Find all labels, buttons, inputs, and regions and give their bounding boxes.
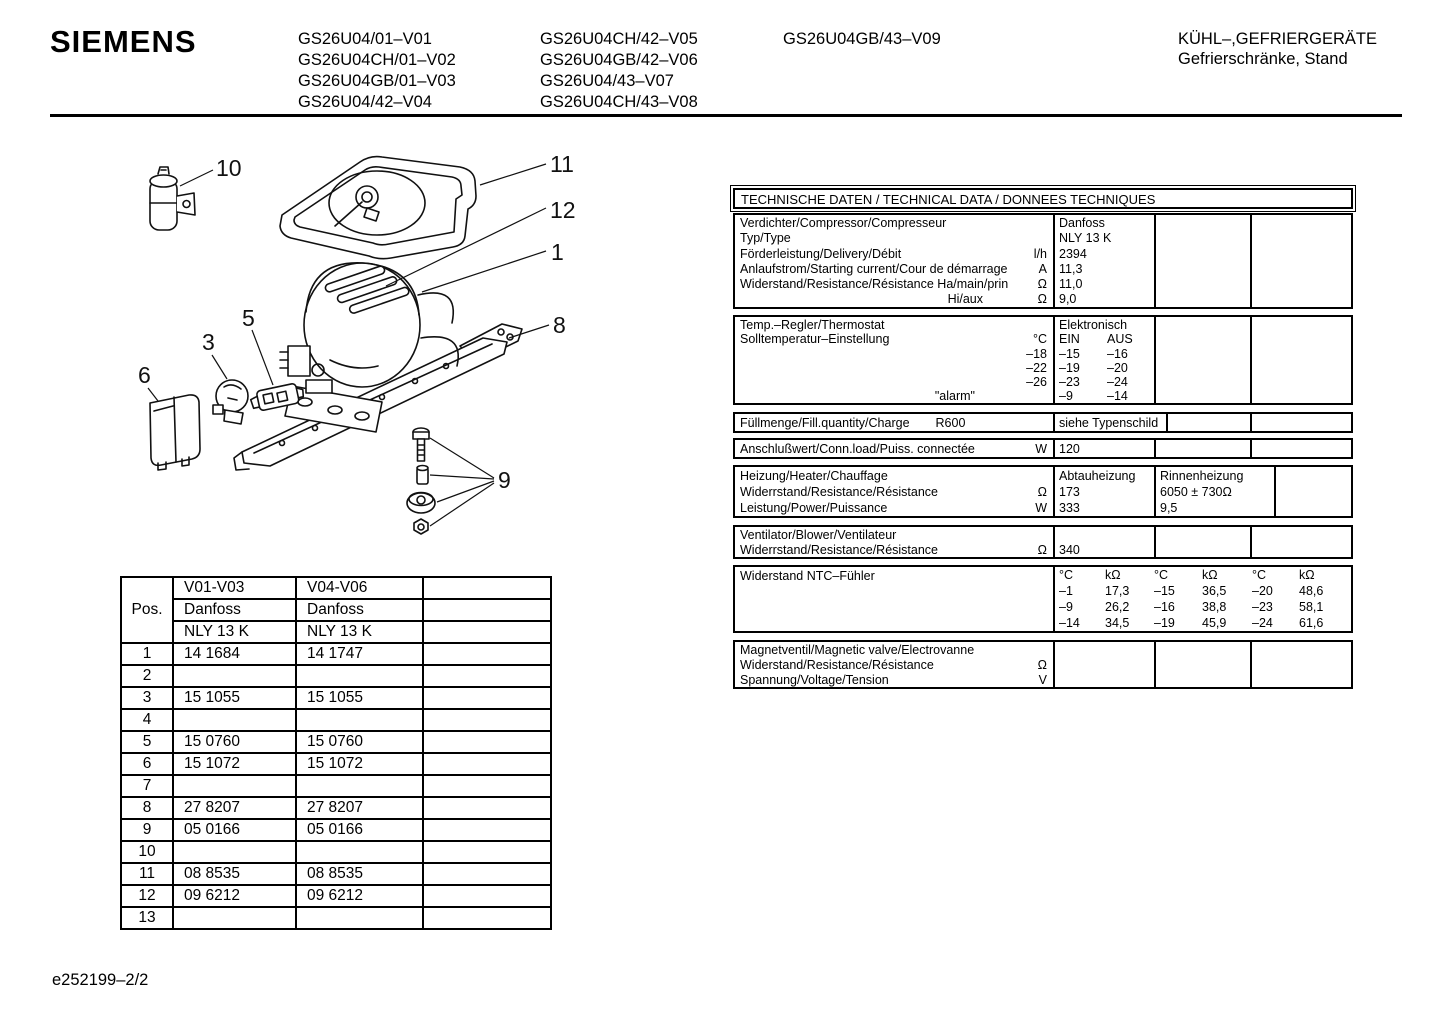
tech-label: Widerstand/Resistance/Résistance Ha/main/prin [740, 277, 1009, 292]
tech-value: NLY 13 K [1059, 231, 1112, 246]
model-number: GS26U04/43–V07 [540, 72, 674, 90]
parts-header-type-row [121, 621, 551, 643]
tech-label: Spannung/Voltage/Tension [740, 673, 889, 687]
category-line: Gefrierschränke, Stand [1178, 50, 1348, 68]
model-number: GS26U04CH/43–V08 [540, 93, 698, 111]
parts-table [120, 576, 552, 930]
tech-unit [1013, 216, 1047, 231]
parts-row: 7 [121, 775, 551, 797]
tech-label: Füllmenge/Fill.quantity/Charge [740, 416, 910, 430]
callout-9: 9 [498, 467, 511, 493]
tech-value: 2394 [1059, 246, 1087, 261]
tech-label: Magnetventil/Magnetic valve/Electrovanne [740, 643, 975, 657]
callout-line-9c [437, 481, 494, 502]
tech-value: 11,0 [1059, 277, 1083, 292]
parts-row: 2 [121, 665, 551, 687]
part-11-condensation-tray [280, 157, 476, 259]
header-divider [50, 114, 1402, 117]
col-ein: EIN [1059, 332, 1080, 347]
channel-heater-title: Rinnenheizung [1160, 469, 1244, 483]
callout-10: 10 [216, 155, 242, 181]
tech-label: Typ/Type [740, 231, 791, 246]
setpoint: –22 [1026, 360, 1047, 375]
refrigerant-type: R600 [935, 416, 966, 430]
tech-section-valve: Magnetventil/Magnetic valve/Electrovanne Widerstand/Resistance/Résistance Ω Spannung/Voltage/Tension V [733, 640, 1353, 689]
tech-value: siehe Typenschild [1059, 416, 1159, 430]
tech-unit: Ω [1037, 543, 1047, 557]
brand-header: Danfoss [173, 599, 296, 621]
parts-row: 9 05 0166 05 0166 [121, 819, 551, 841]
thermostat-mode: Elektronisch [1059, 318, 1128, 332]
parts-header-variant-row [121, 577, 551, 599]
tech-label: Anlaufstrom/Starting current/Cour de démarrage [740, 261, 1008, 276]
tech-section-connection [733, 438, 1353, 459]
model-number: GS26U04/01–V01 [298, 30, 432, 48]
parts-row: 8 27 8207 27 8207 [121, 797, 551, 819]
part-9-fasteners [407, 428, 435, 534]
callout-line-11 [480, 164, 546, 185]
tech-unit: °C [1032, 332, 1047, 347]
model-number: GS26U04GB/42–V06 [540, 51, 698, 69]
tech-label: Anschlußwert/Conn.load/Puiss. connectée [740, 442, 975, 456]
parts-row: 10 [121, 841, 551, 863]
tech-section-fan [733, 525, 1353, 559]
model-list-col1 [298, 29, 456, 113]
brand-header: Danfoss [296, 599, 423, 621]
parts-row: 12 09 6212 09 6212 [121, 885, 551, 907]
tech-section-ntc: Widerstand NTC–Fühler °C kΩ °C kΩ °C kΩ –1 17,3 –15 36,5 –20 48,6 –9 26,2 –16 38,8 –23 58,1 –14 34,5 –19 45,9 –24 61,6 [733, 565, 1353, 633]
type-header: NLY 13 K [173, 621, 296, 643]
tech-unit: A [1038, 261, 1047, 276]
tech-section-compressor [733, 213, 1353, 309]
callout-11: 11 [550, 151, 574, 177]
part-10-drier-filter [150, 167, 195, 230]
callout-line-1 [422, 251, 546, 292]
tech-label: Widerrstand/Resistance/Résistance [740, 543, 938, 557]
parts-row: 6 15 1072 15 1072 [121, 753, 551, 775]
callout-8: 8 [553, 312, 566, 338]
technical-data-table [733, 188, 1353, 689]
tech-label: Förderleistung/Delivery/Débit [740, 246, 902, 261]
setpoint: –18 [1026, 346, 1047, 361]
tech-value: 340 [1059, 543, 1080, 557]
tech-label: Leistung/Power/Puissance [740, 501, 888, 516]
exploded-diagram [130, 140, 610, 570]
callout-12: 12 [550, 197, 576, 223]
pos-column-header: Pos. [121, 577, 173, 643]
tech-value: 120 [1059, 442, 1080, 456]
tech-label: Verdichter/Compressor/Compresseur [740, 216, 947, 230]
tech-label: Temp.–Regler/Thermostat [740, 318, 885, 332]
callout-line-5 [252, 330, 273, 385]
callout-line-10 [180, 170, 213, 186]
tech-section-thermostat: Temp.–Regler/Thermostat Solltemperatur–Einstellung °C –18 –22 –26 "alarm" Elektronisch EIN AUS –15 –16 –19 –20 –23 –24 –9 –14 [733, 315, 1353, 405]
callout-line-9b [430, 475, 494, 479]
category-title [1178, 29, 1377, 69]
tech-label: Widerrstand/Resistance/Résistance [740, 485, 938, 500]
tech-label: Ventilator/Blower/Ventilateur [740, 528, 897, 542]
alarm-label: "alarm" [934, 389, 975, 404]
parts-row: 13 [121, 907, 551, 929]
tech-unit: Ω [1037, 277, 1047, 292]
model-number: GS26U04CH/01–V02 [298, 51, 456, 69]
brand-logo: SIEMENS [50, 24, 197, 59]
model-number: GS26U04GB/43–V09 [783, 30, 941, 48]
type-header: NLY 13 K [296, 621, 423, 643]
part-6-relay-cover [150, 395, 200, 470]
tech-label: Widerstand/Resistance/Résistance [740, 658, 934, 672]
col-aus: AUS [1107, 332, 1133, 347]
variant-header: V01-V03 [173, 577, 296, 599]
parts-row: 3 15 1055 15 1055 [121, 687, 551, 709]
setpoint: –26 [1026, 375, 1047, 390]
parts-row: 11 08 8535 08 8535 [121, 863, 551, 885]
document-number: e252199–2/2 [52, 971, 149, 989]
model-list-col2 [540, 29, 698, 113]
tech-unit [1013, 231, 1047, 246]
tech-value: Danfoss [1059, 216, 1105, 230]
parts-row: 4 [121, 709, 551, 731]
tech-title: TECHNISCHE DATEN / TECHNICAL DATA / DONNEES TECHNIQUES [733, 188, 1353, 209]
part-3-starter-relay [213, 380, 248, 424]
tech-section-fill [733, 412, 1353, 433]
callout-6: 6 [138, 362, 151, 388]
tech-unit: W [1035, 442, 1047, 456]
tech-section-heater: Heizung/Heater/Chauffage Widerrstand/Resistance/Résistance Ω Leistung/Power/Puissance W Abtauheizung 173 333 Rinnenheizung 6050 ± 730Ω 9,5 [733, 465, 1353, 518]
tech-value: 11,3 [1059, 261, 1083, 276]
callout-line-9d [430, 483, 494, 526]
model-number: GS26U04/42–V04 [298, 93, 432, 111]
category-line: KÜHL–,GEFRIERGERÄTE [1178, 30, 1377, 48]
tech-unit: Ω [1037, 292, 1047, 307]
callout-5: 5 [242, 305, 255, 331]
tech-label: Heizung/Heater/Chauffage [740, 469, 888, 483]
parts-header-brand-row [121, 599, 551, 621]
tech-label: Widerstand NTC–Fühler [740, 569, 875, 583]
tech-unit: l/h [1033, 246, 1047, 261]
callout-line-6 [148, 388, 158, 401]
tech-value: 9,0 [1059, 292, 1077, 307]
tech-label: Solltemperatur–Einstellung [740, 332, 890, 347]
callout-3: 3 [202, 329, 215, 355]
callout-1: 1 [551, 239, 564, 265]
parts-row: 1 14 1684 14 1747 [121, 643, 551, 665]
model-number: GS26U04GB/01–V03 [298, 72, 456, 90]
tech-label: Hi/aux [947, 292, 983, 307]
defrost-heater-title: Abtauheizung [1059, 469, 1136, 483]
callout-line-9a [430, 438, 494, 478]
model-list-col3 [783, 29, 941, 50]
model-number: GS26U04CH/42–V05 [540, 30, 698, 48]
variant-header: V04-V06 [296, 577, 423, 599]
callout-line-3 [212, 355, 227, 379]
part-1-compressor [280, 260, 458, 432]
parts-row: 5 15 0760 15 0760 [121, 731, 551, 753]
